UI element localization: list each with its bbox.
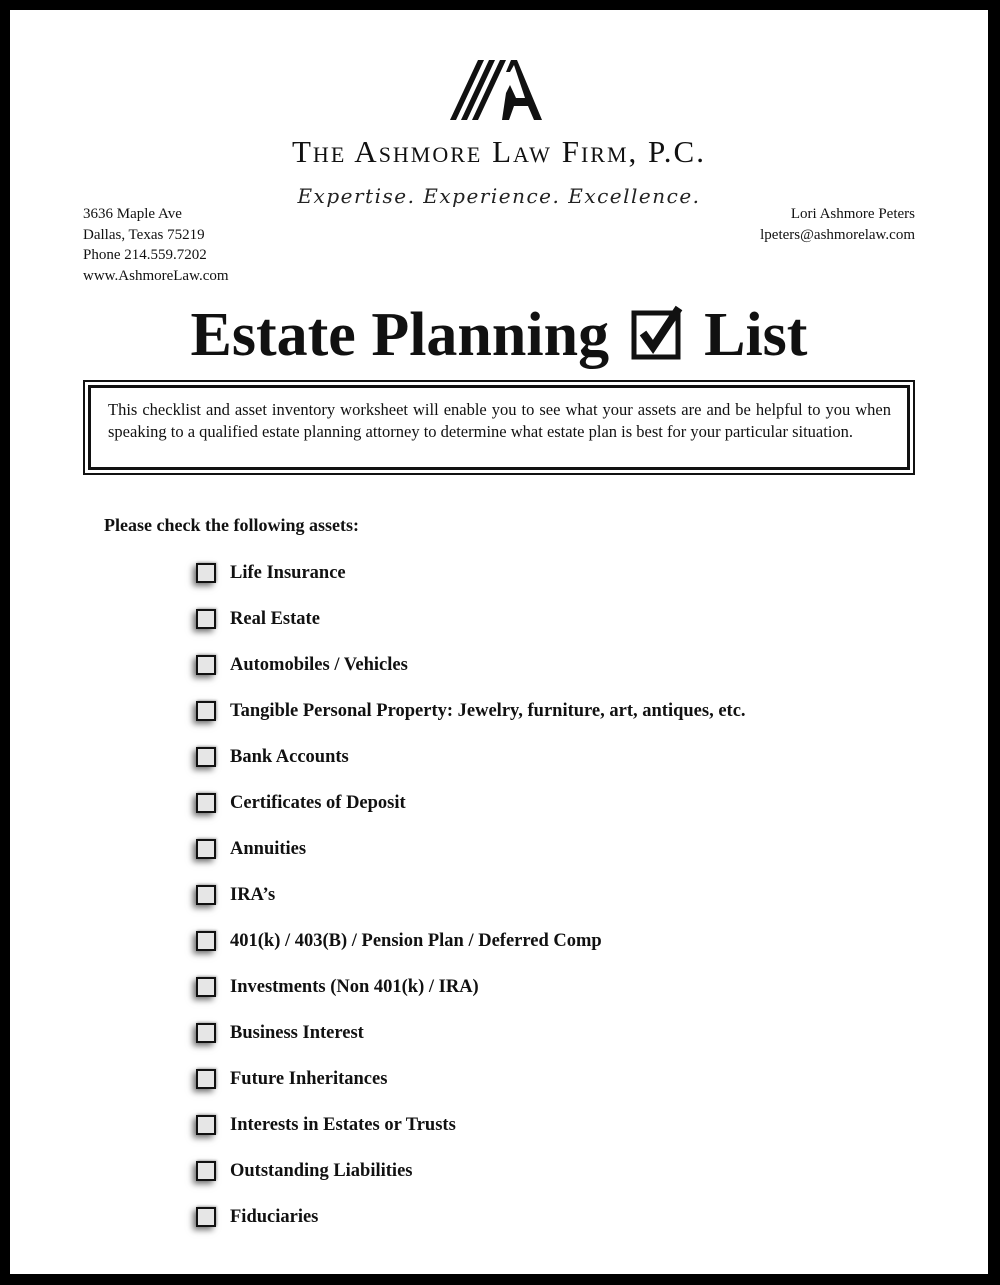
attorney-name: Lori Ashmore Peters [790,206,915,222]
checkbox-icon[interactable] [196,701,216,721]
checklist-item[interactable] [196,734,746,780]
checklist-item[interactable] [196,826,746,872]
checklist-item[interactable] [196,918,746,964]
firm-name: The Ashmore Law Firm, P.C. [292,134,706,169]
checklist-item[interactable] [196,780,746,826]
checklist-item[interactable] [196,1010,746,1056]
title-right: List [704,301,808,369]
asset-checklist [196,550,746,1240]
checklist-item[interactable] [196,1194,746,1240]
attorney-email: lpeters@ashmorelaw.com [760,226,915,243]
checkbox-icon[interactable] [196,885,216,905]
address-phone: Phone 214.559.7202 [83,247,207,263]
intro-text: This checklist and asset inventory worksheet will enable you to see what your assets are and be helpful to you when speaking to a qualified estate planning attorney to determine what estate plan is best for your particular situation. [88,385,910,470]
title-left: Estate Planning [190,301,610,369]
checklist-item-label: Life Insurance [230,562,346,583]
checklist-item[interactable] [196,596,746,642]
checklist-item-label: Annuities [230,838,307,859]
checkbox-checked-icon [631,305,683,361]
checklist-item[interactable] [196,1148,746,1194]
checklist-item[interactable] [196,1102,746,1148]
checkbox-icon[interactable] [196,655,216,675]
checklist-item[interactable] [196,1056,746,1102]
checkbox-icon[interactable] [196,1069,216,1089]
checklist-item-label: Future Inheritances [230,1068,388,1089]
checklist-item[interactable] [196,872,746,918]
address-city: Dallas, Texas 75219 [83,226,205,243]
address-website: www.AshmoreLaw.com [83,267,229,284]
checklist-item-label: Business Interest [230,1022,364,1043]
checkbox-icon[interactable] [196,1161,216,1181]
checkbox-icon[interactable] [196,931,216,951]
checklist-item-label: Bank Accounts [230,746,349,767]
checklist-instructions: Please check the following assets: [104,515,359,535]
checkbox-icon[interactable] [196,747,216,767]
checklist-item-label: Tangible Personal Property: Jewelry, furniture, art, antiques, etc. [230,700,746,721]
checklist-item-label: Automobiles / Vehicles [230,654,408,675]
checkbox-icon[interactable] [196,563,216,583]
checklist-item[interactable] [196,642,746,688]
checkbox-icon[interactable] [196,793,216,813]
checklist-item[interactable] [196,964,746,1010]
firm-tagline: Expertise. Experience. Excellence. [297,184,701,208]
checklist-item-label: Outstanding Liabilities [230,1160,413,1181]
checklist-item-label: Investments (Non 401(k) / IRA) [230,976,479,997]
checklist-item-label: Fiduciaries [230,1206,319,1227]
checklist-item-label: Real Estate [230,608,320,629]
checklist-item-label: Interests in Estates or Trusts [230,1114,456,1135]
checklist-item[interactable] [196,688,746,734]
intro-box [83,380,915,475]
page-title [10,300,988,371]
attorney-contact [760,204,915,245]
address-street: 3636 Maple Ave [83,206,182,222]
firm-logo [450,60,542,122]
checklist-item-label: IRA’s [230,884,276,905]
checkbox-icon[interactable] [196,839,216,859]
checklist-item-label: 401(k) / 403(B) / Pension Plan / Deferred Comp [230,930,602,951]
checkbox-icon[interactable] [196,1023,216,1043]
checkbox-icon[interactable] [196,1115,216,1135]
firm-address [83,204,229,286]
document-page [10,10,988,1274]
checklist-item[interactable] [196,550,746,596]
checkbox-icon[interactable] [196,609,216,629]
checklist-item-label: Certificates of Deposit [230,792,406,813]
checkbox-icon[interactable] [196,1207,216,1227]
checkbox-icon[interactable] [196,977,216,997]
